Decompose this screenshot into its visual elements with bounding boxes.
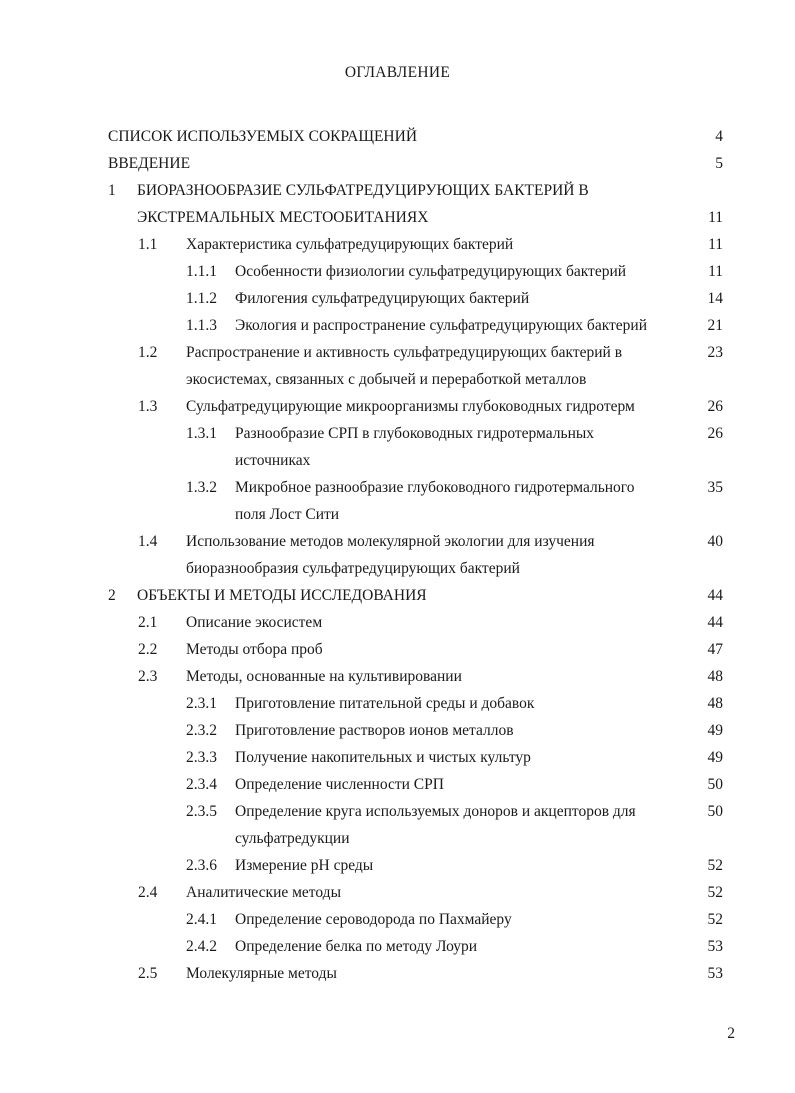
toc-page: 5 [715, 155, 723, 172]
toc-page: 44 [707, 614, 723, 631]
toc-text: экосистемах, связанных с добычей и переработкой металлов [186, 371, 587, 388]
toc-line [0, 717, 795, 744]
toc-text: Характеристика сульфатредуцирующих бактерий [186, 236, 514, 253]
toc-page: 11 [708, 209, 723, 226]
toc-page: 52 [707, 884, 723, 901]
toc-text: Определение численности СРП [235, 776, 444, 793]
toc-text: Измерение pH среды [235, 857, 374, 874]
toc-text: Сульфатредуцирующие микроорганизмы глубоководных гидротерм [186, 398, 635, 415]
toc-number: 2.1 [138, 614, 158, 631]
toc-line [0, 393, 795, 420]
toc-page: 11 [708, 263, 723, 280]
toc-number: 2.3 [138, 668, 158, 685]
toc-text: Аналитические методы [186, 884, 341, 901]
toc-line [0, 258, 795, 285]
toc-number: 2.3.2 [186, 722, 217, 739]
toc-page: 23 [707, 344, 723, 361]
toc-page: 50 [707, 776, 723, 793]
toc-number: 2.3.1 [186, 695, 217, 712]
toc-line [0, 420, 795, 447]
toc-page: 52 [707, 911, 723, 928]
toc-page: 49 [707, 749, 723, 766]
toc-page: 11 [708, 236, 723, 253]
toc-page: 4 [715, 128, 723, 145]
toc-page: 49 [707, 722, 723, 739]
toc-text: Методы отбора проб [186, 641, 323, 658]
toc-number: 2.3.5 [186, 803, 217, 820]
toc-text: ЭКСТРЕМАЛЬНЫХ МЕСТООБИТАНИЯХ [137, 209, 429, 226]
toc-text: ОБЪЕКТЫ И МЕТОДЫ ИССЛЕДОВАНИЯ [137, 587, 427, 604]
toc-number: 2.5 [138, 965, 158, 982]
toc-text: Экология и распространение сульфатредуцирующих бактерий [235, 317, 648, 334]
toc-line [0, 555, 795, 582]
toc-line [0, 933, 795, 960]
toc-text: Приготовление питательной среды и добавок [235, 695, 535, 712]
toc-text: биоразнообразия сульфатредуцирующих бактерий [186, 560, 520, 577]
table-of-contents [0, 123, 795, 987]
toc-line [0, 825, 795, 852]
toc-text: СПИСОК ИСПОЛЬЗУЕМЫХ СОКРАЩЕНИЙ [108, 128, 418, 145]
toc-number: 2.2 [138, 641, 158, 658]
toc-number: 2.4.2 [186, 938, 217, 955]
toc-page: 14 [707, 290, 723, 307]
toc-number: 1.1 [138, 236, 158, 253]
toc-line [0, 177, 795, 204]
toc-page: 35 [707, 479, 723, 496]
toc-number: 2.3.4 [186, 776, 217, 793]
toc-number: 2.4 [138, 884, 158, 901]
toc-number: 1 [108, 182, 116, 199]
toc-page: 50 [707, 803, 723, 820]
toc-number: 2.4.1 [186, 911, 217, 928]
toc-line [0, 771, 795, 798]
toc-page: 26 [707, 398, 723, 415]
toc-text: Молекулярные методы [186, 965, 337, 982]
toc-page: 47 [707, 641, 723, 658]
toc-page: 52 [707, 857, 723, 874]
toc-page: 21 [707, 317, 723, 334]
toc-line [0, 447, 795, 474]
toc-text: сульфатредукции [235, 830, 350, 847]
toc-line [0, 204, 795, 231]
toc-line [0, 528, 795, 555]
toc-line [0, 501, 795, 528]
toc-number: 1.3.1 [186, 425, 217, 442]
toc-number: 2 [108, 587, 116, 604]
toc-line [0, 852, 795, 879]
toc-text: БИОРАЗНООБРАЗИЕ СУЛЬФАТРЕДУЦИРУЮЩИХ БАКТЕРИЙ В [137, 182, 589, 199]
toc-line [0, 339, 795, 366]
toc-line [0, 582, 795, 609]
toc-line [0, 636, 795, 663]
toc-text: Микробное разнообразие глубоководного гидротермального [235, 479, 635, 496]
toc-line [0, 906, 795, 933]
toc-line [0, 690, 795, 717]
toc-line [0, 474, 795, 501]
toc-line [0, 150, 795, 177]
toc-page: 26 [707, 425, 723, 442]
toc-page: 44 [707, 587, 723, 604]
toc-line [0, 798, 795, 825]
toc-number: 1.4 [138, 533, 158, 550]
toc-page: 40 [707, 533, 723, 550]
toc-number: 1.3 [138, 398, 158, 415]
toc-number: 2.3.3 [186, 749, 217, 766]
toc-number: 1.1.3 [186, 317, 217, 334]
toc-number: 1.1.2 [186, 290, 217, 307]
toc-line [0, 960, 795, 987]
page-title: ОГЛАВЛЕНИЕ [344, 64, 451, 81]
toc-text: Определение круга используемых доноров и акцепторов для [235, 803, 636, 820]
toc-text: поля Лост Сити [235, 506, 340, 523]
toc-text: Приготовление растворов ионов металлов [235, 722, 514, 739]
toc-text: Получение накопительных и чистых культур [235, 749, 531, 766]
toc-page: 53 [707, 965, 723, 982]
toc-text: источниках [235, 452, 311, 469]
toc-text: Распространение и активность сульфатредуцирующих бактерий в [186, 344, 623, 361]
page-number: 2 [727, 1025, 735, 1042]
toc-line [0, 366, 795, 393]
toc-text: Методы, основанные на культивировании [186, 668, 462, 685]
toc-line [0, 231, 795, 258]
toc-line [0, 744, 795, 771]
toc-number: 1.2 [138, 344, 158, 361]
toc-number: 1.1.1 [186, 263, 217, 280]
toc-text: Филогения сульфатредуцирующих бактерий [235, 290, 530, 307]
toc-text: Определение сероводорода по Пахмайеру [235, 911, 512, 928]
toc-number: 1.3.2 [186, 479, 217, 496]
toc-line [0, 609, 795, 636]
toc-line [0, 285, 795, 312]
toc-text: Определение белка по методу Лоури [235, 938, 478, 955]
toc-text: ВВЕДЕНИЕ [108, 155, 191, 172]
toc-page: 48 [707, 668, 723, 685]
toc-line [0, 312, 795, 339]
toc-line [0, 879, 795, 906]
toc-text: Особенности физиологии сульфатредуцирующих бактерий [235, 263, 627, 280]
toc-text: Разнообразие СРП в глубоководных гидротермальных [235, 425, 595, 442]
toc-number: 2.3.6 [186, 857, 217, 874]
toc-page: 53 [707, 938, 723, 955]
toc-text: Использование методов молекулярной экологии для изучения [186, 533, 595, 550]
toc-line [0, 123, 795, 150]
toc-page: 48 [707, 695, 723, 712]
toc-text: Описание экосистем [186, 614, 323, 631]
toc-line [0, 663, 795, 690]
